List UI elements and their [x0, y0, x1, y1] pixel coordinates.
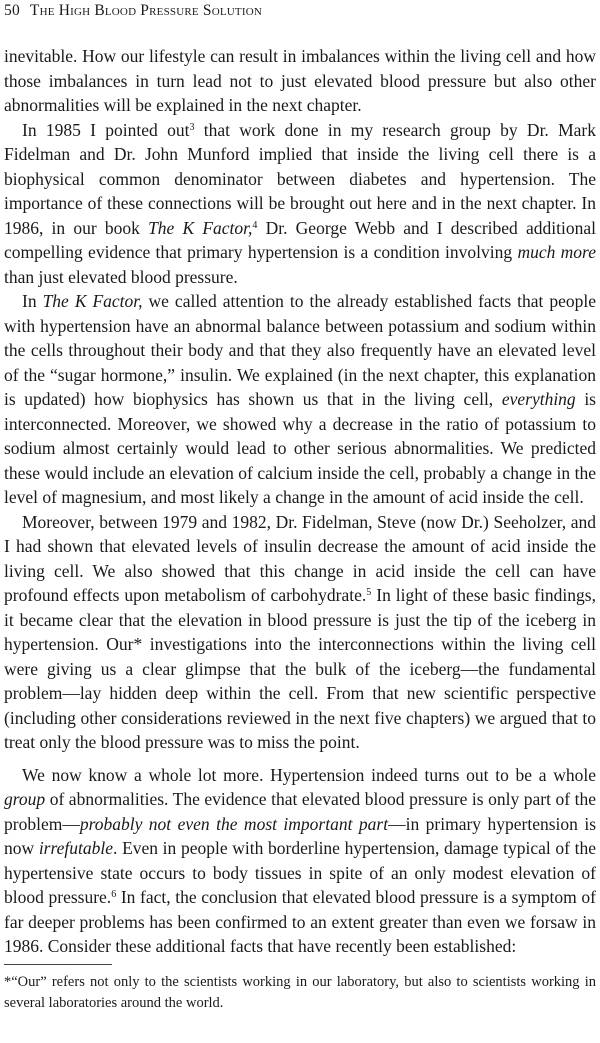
text-run: Moreover, between 1979 and 1982, Dr. Fidelman, Steve (now Dr.) Seeholzer, and I had shown that elevated levels of insulin decrease the amount of acid inside the living cell. We also showed that this change in acid inside the cell can have profound effects upon metabolism of carbohydrate.	[4, 511, 596, 605]
text-run: than just elevated blood pressure.	[4, 266, 238, 287]
text-run: . Even in people with borderline hypertension, damage typical of the hypertensive state occurs to body tissues in spite of an only modest elevation of blood pressure.	[4, 838, 597, 907]
footnote-reference: 3	[189, 121, 195, 133]
footnote-reference: 4	[252, 219, 258, 231]
paragraph	[4, 118, 596, 290]
text-run: inevitable. How our lifestyle can result in imbalances within the living cell and how those imbalances in turn lead not to just elevated blood pressure but also other abnormalities will be explained in the next chapter.	[4, 46, 596, 115]
italic-text: The K Factor,	[42, 291, 143, 311]
text-run: In 1985 I pointed out	[22, 119, 190, 140]
body-text	[4, 44, 596, 959]
italic-text: probably not even the most important part	[79, 813, 389, 834]
footnote: *“Our” refers not only to the scientists working in our laboratory, but also to scientists working in several laboratories around the world.	[4, 974, 596, 1011]
text-run: —in primary hypertension is now	[4, 813, 596, 858]
text-run: is interconnected. Moreover, we showed why a decrease in the ratio of potassium to sodium almost certainly would lead to other serious abnormalities. We predicted these would include an elevation of calcium inside the cell, probably a change in the level of magnesium, and most likely a change in the amount of acid inside the cell.	[4, 389, 596, 507]
page-number: 50	[4, 2, 20, 19]
paragraph	[4, 763, 596, 959]
text-run: In fact, the conclusion that elevated blood pressure is a symptom of far deeper problems has been confirmed to an extent greater than even we forsaw in 1986. Consider these additional facts that have recently been established:	[4, 887, 596, 956]
paragraph	[4, 510, 596, 755]
italic-text: The K Factor,	[148, 217, 253, 238]
footnote-reference: 6	[111, 889, 117, 900]
footnote-rule	[4, 964, 112, 965]
text-run: we called attention to the already established facts that people with hypertension have an abnormal balance between potassium and sodium within the cells throughout their body and that they also frequently have an elevated level of the “sugar hormone,” insulin. We explained (in the next chapter, this explanation is updated) how biophysics has shown us that in the living cell,	[4, 291, 596, 409]
footnote-reference: 5	[366, 587, 372, 598]
running-header	[4, 2, 262, 20]
paragraph	[4, 44, 596, 118]
text-run: that work done in my research group by Dr. Mark Fidelman and Dr. John Munford implied that inside the living cell there is a biophysical common denominator between diabetes and hypertension. The importance of these connections will be brought out here and in the next chapter. In 1986, in our book	[4, 119, 597, 238]
italic-text: everything	[501, 389, 576, 409]
italic-text: irrefutable	[38, 838, 114, 858]
italic-text: group	[4, 789, 46, 809]
text-run: In light of these basic findings, it became clear that the elevation in blood pressure is just the tip of the iceberg in hypertension. Our* investigations into the interconnections within the living cell were giving us a clear glimpse that the bulk of the iceberg—the fundamental problem—lay hidden deep within the cell. From that new scientific perspective (including other considerations reviewed in the next five chapters) we argued that to treat only the blood pressure was to miss the point.	[4, 585, 596, 752]
text-run: We now know a whole lot more. Hypertension indeed turns out to be a whole	[22, 764, 596, 785]
italic-text: much more	[517, 242, 596, 262]
text-run: In	[22, 291, 43, 311]
book-title: The High Blood Pressure Solution	[29, 2, 262, 19]
text-run: of abnormalities. The evidence that elevated blood pressure is only part of the problem—	[4, 789, 596, 834]
paragraph	[4, 289, 596, 510]
text-run: Dr. George Webb and I described additional compelling evidence that primary hypertension is a condition involving	[4, 217, 596, 262]
